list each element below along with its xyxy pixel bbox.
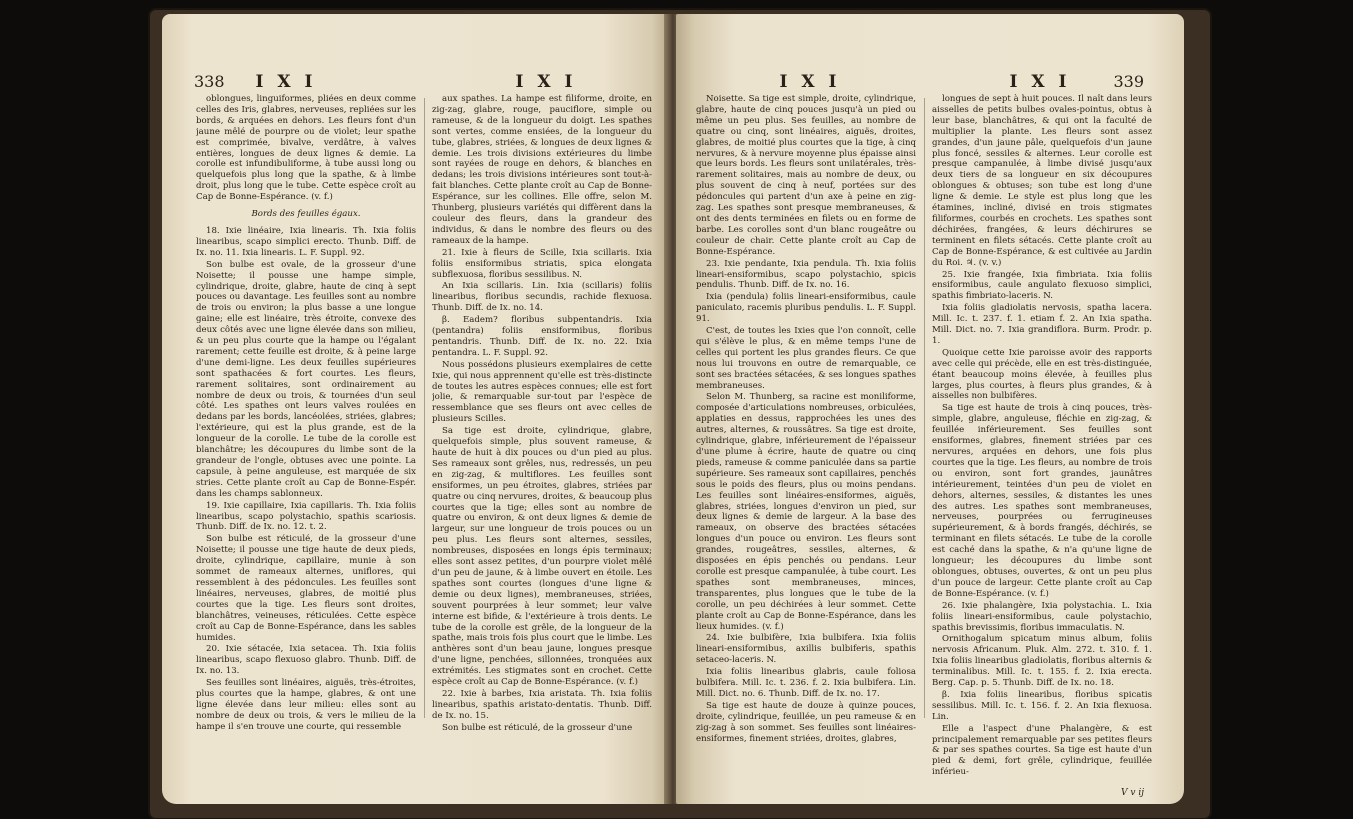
paragraph: 25. Ixie frangée, Ixia fimbriata. Ixia foliis ensiformibus, caule angulato flexuoso simplici, spathis fimbriato-laceris. N. [932, 269, 1152, 302]
paragraph: Sa tige est haute de trois à cinq pouces, très-simple, glabre, anguleuse, fléchie en zig-zag, & feuillée inférieurement. Ses feuilles sont ensiformes, glabres, finement striées par ces nervures, arquées en dehors, une fois plus courtes que la tige. Les fleurs, au nombre de trois ou environ, sont fort grandes, jaunâtres intérieurement, teintées d'un peu de violet en dehors, alternes, sessiles, & distantes les unes des autres. Les spathes sont membraneuses, nerveuses, pourprées ou ferrugineuses supérieurement, & à bords frangés, déchirés, se terminant en filets sétacés. Le tube de la corolle est caché dans la spathe, & n'a qu'une ligne de longueur; les découpures du limbe sont oblongues, obtuses, ouvertes, & ont un peu plus d'un pouce de largeur. Cette plante croît au Cap de Bonne-Espérance. (v. f.) [932, 403, 1152, 599]
paragraph: 23. Ixie pendante, Ixia pendula. Th. Ixia foliis lineari-ensiformibus, scapo polystachio, spicis pendulis. Thunb. Diff. de Ix. no. 16. [696, 258, 916, 291]
paragraph: 19. Ixie capillaire, Ixia capillaris. Th. Ixia foliis linearibus, scapo polystachio, spathis scariosis. Thunb. Diff. de Ix. no. 12. t. 2. [196, 500, 416, 533]
paragraph: longues de sept à huit pouces. Il naît dans leurs aisselles de petits bulbes ovales-pointus, obtus à leur base, blanchâtres, & qui ont la faculté de multiplier la plante. Les fleurs sont assez grandes, d'un jaune pâle, quelquefois d'un jaune plus foncé, sessiles & alternes. Leur corolle est presque campanulée, à limbe divisé jusqu'aux deux tiers de sa longueur en six découpures oblongues & obtuses; son tube est long d'une ligne & demie. Le style est plus long que les étamines, incliné, divisé en trois stigmates filiformes, courbés en crochets. Les spathes sont déchirées, frangées, & leurs déchirures se terminent en filets sétacés. Cette plante croît au Cap de Bonne-Espérance, & est cultivée au Jardin du Roi. ♃. (v. v.) [932, 94, 1152, 268]
paragraph: 21. Ixie à fleurs de Scille, Ixia scillaris. Ixia foliis ensiformibus striatis, spica elongata subflexuosa, floribus sessilibus. N. [432, 247, 652, 280]
left-page [162, 14, 670, 804]
left-column-2 [432, 94, 652, 794]
paragraph: 18. Ixie linéaire, Ixia linearis. Th. Ixia foliis linearibus, scapo simplici erecto. Thunb. Diff. de Ix. no. 11. Ixia linearis. L. F. Suppl. 92. [196, 225, 416, 258]
paragraph: Ixia (pendula) foliis lineari-ensiformibus, caule paniculato, racemis pluribus pendulis. L. F. Suppl. 91. [696, 292, 916, 325]
paragraph: β. Eadem? floribus subpentandris. Ixia (pentandra) foliis ensiformibus, floribus pentandris. Thunb. Diff. de Ix. no. 22. Ixia pentandra. L. F. Suppl. 92. [432, 315, 652, 358]
left-head-title-a: I X I [255, 72, 317, 92]
paragraph: 26. Ixie phalangère, Ixia polystachia. L. Ixia foliis lineari-ensiformibus, caule polystachio, spathis brevissimis, floribus immaculatis. N. [932, 600, 1152, 633]
right-head-title-b: I X I [1009, 72, 1071, 92]
paragraph: Quoique cette Ixie paroisse avoir des rapports avec celle qui précède, elle en est très-distinguée, étant beaucoup moins élevée, à feuilles plus larges, plus courtes, à fleurs plus grandes, & à aisselles non bulbifères. [932, 347, 1152, 402]
left-page-number: 338 [194, 72, 225, 91]
right-column-1 [696, 94, 916, 794]
paragraph: Ses feuilles sont linéaires, aiguës, très-étroites, plus courtes que la hampe, glabres, & ont une ligne élevée dans leur milieu: elles sont au nombre de deux ou trois, & vers le milieu de la hampe il s'en trouve une courte, qui ressemble [196, 678, 416, 732]
paragraph: 24. Ixie bulbifère, Ixia bulbifera. Ixia foliis lineari-ensiformibus, axillis bulbiferis, spathis setaceo-laceris. N. [696, 633, 916, 666]
paragraph: aux spathes. La hampe est filiforme, droite, en zig-zag, glabre, rouge, pauciflore, simple ou rameuse, & de la longueur du doigt. Les spathes sont vertes, comme ensiées, de la longueur du tube, glabres, striées, & longues de deux lignes & demie. Les trois divisions extérieures du limbe sont rayées de rouge en dehors, & blanches en dedans; les trois divisions intérieures sont tout-à-fait blanches. Cette plante croît au Cap de Bonne-Espérance, sur les collines. Elle offre, selon M. Thunberg, plusieurs variétés qui diffèrent dans la couleur des fleurs, dans la grandeur des individus, & dans le nombre des fleurs ou des rameaux de la hampe. [432, 94, 652, 246]
column-rule [424, 98, 425, 718]
paragraph: Sa tige est haute de douze à quinze pouces, droite, cylindrique, feuillée, un peu rameuse & en zig-zag à son sommet. Ses feuilles sont linéaires-ensiformes, finement striées, droites, glabres, [696, 700, 916, 744]
paragraph: Ornithogalum spicatum minus album, foliis nervosis Africanum. Pluk. Alm. 272. t. 310. f. 1. Ixia foliis linearibus gladiolatis, floribus alternis & terminalibus. Mill. Ic. t. 155. f. 2. Ixia erecta. Berg. Cap. p. 5. Thunb. Diff. de Ix. no. 18. [932, 634, 1152, 689]
paragraph: 22. Ixie à barbes, Ixia aristata. Th. Ixia foliis linearibus, spathis aristato-dentatis. Thunb. Diff. de Ix. no. 15. [432, 688, 652, 721]
paragraph: Noisette. Sa tige est simple, droite, cylindrique, glabre, haute de cinq pouces jusqu'à un pied ou même un peu plus. Ses feuilles, au nombre de quatre ou cinq, sont linéaires, aiguës, droites, glabres, de moitié plus courtes que la tige, à cinq nervures, & à nervure moyenne plus épaisse ainsi que leurs bords. Les fleurs sont unilatérales, très-rarement solitaires, mais au nombre de deux, ou plus souvent de cinq à neuf, portées sur des pédoncules qui partent d'un axe à peine en zig-zag. Les spathes sont presque membraneuses, & ont des dents terminées en filets ou en forme de barbe. Les corolles sont d'un blanc rougeâtre ou couleur de chair. Cette plante croît au Cap de Bonne-Espérance. [696, 94, 916, 257]
signature-mark: V v ij [1121, 788, 1144, 798]
paragraph: Elle a l'aspect d'une Phalangère, & est principalement remarquable par ses petites fleurs & par ses spathes courtes. Sa tige est haute d'un pied & demi, fort grêle, cylindrique, feuillée inférieu- [932, 723, 1152, 778]
left-running-head [162, 72, 670, 96]
left-column-1 [196, 94, 416, 794]
left-head-title-b: I X I [515, 72, 577, 92]
right-head-title-a: I X I [779, 72, 841, 92]
paragraph: Nous possédons plusieurs exemplaires de cette Ixie, qui nous apprennent qu'elle est très-distincte de toutes les autres espèces connues; elle est fort jolie, & remarquable sur-tout par l'espèce de ressemblance que ses fleurs ont avec celles de plusieurs Scilles. [432, 359, 652, 425]
paragraph: Sa tige est droite, cylindrique, glabre, quelquefois simple, plus souvent rameuse, & haute de huit à dix pouces ou d'un pied au plus. Ses rameaux sont grêles, nus, redressés, un peu en zig-zag, & multiflores. Les feuilles sont ensiformes, un peu étroites, glabres, striées par quatre ou cinq nervures, droites, & beaucoup plus courtes que la tige; elles sont au nombre de quatre ou environ, & ont deux lignes & demie de largeur, sur une longueur de trois pouces ou un peu plus. Les fleurs sont alternes, sessiles, nombreuses, disposées en longs épis terminaux; elles sont assez petites, d'un pourpre violet mêlé d'un peu de jaune, & à limbe ouvert en étoile. Les spathes sont courtes (longues d'une ligne & demie ou deux lignes), membraneuses, striées, souvent pourprées à leur sommet; leur valve interne est bifide, & l'extérieure à trois dents. Le tube de la corolle est grêle, de la longueur de la spathe, mais trois fois plus court que le limbe. Les anthères sont d'un beau jaune, longues presque d'une ligne, penchées, sillonnées, tronquées aux extrémités. Les stigmates sont en crochet. Cette espèce croît au Cap de Bonne-Espérance. (v. f.) [432, 426, 652, 688]
paragraph: β. Ixia foliis linearibus, floribus spicatis sessilibus. Mill. Ic. t. 156. f. 2. An Ixia flexuosa. Lin. [932, 689, 1152, 722]
right-page [676, 14, 1184, 804]
paragraph: oblongues, linguiformes, pliées en deux comme celles des Iris, glabres, nerveuses, repliées sur les bords, & arquées en dehors. Les fleurs font d'un jaune mêlé de pourpre ou de violet; leur spathe est comprimée, bivalve, verdâtre, à valves entières, longues de deux lignes & demie. La corolle est infundibuliforme, à tube aussi long ou quelquefois plus long que la spathe, & à limbe droit, plus long que le tube. Cette espèce croît au Cap de Bonne-Espérance. (v. f.) [196, 94, 416, 203]
paragraph: C'est, de toutes les Ixies que l'on connoît, celle qui s'élève le plus, & en même temps l'une de celles qui portent les plus grandes fleurs. Ce que nous lui trouvons en outre de remarquable, ce sont ses bractées sétacées, & ses longues spathes membraneuses. [696, 326, 916, 391]
paragraph: Selon M. Thunberg, sa racine est moniliforme, composée d'articulations nombreuses, orbiculées, applaties en dessus, rapprochées les unes des autres, alternes, & roussâtres. Sa tige est droite, cylindrique, glabre, inférieurement de l'épaisseur d'une plume à écrire, haute de quatre ou cinq pieds, rameuse & comme paniculée dans sa partie supérieure. Ses rameaux sont capillaires, penchés sous le poids des fleurs, plus ou moins pendans. Les feuilles sont linéaires-ensiformes, aiguës, glabres, striées, longues d'environ un pied, sur deux lignes & demie de largeur. A la base des rameaux, on observe des bractées sétacées longues d'un pouce ou environ. Les fleurs sont grandes, rougeâtres, sessiles, alternes, & disposées en épis penchés ou pendans. Leur corolle est presque campanulée, à tube court. Les spathes sont membraneuses, minces, transparentes, plus longues que le tube de la corolle, un peu déchirées à leur sommet. Cette plante croît au Cap de Bonne-Espérance, dans les lieux humides. (v. f.) [696, 392, 916, 632]
paragraph: An Ixia scillaris. Lin. Ixia (scillaris) foliis linearibus, floribus secundis, rachide flexuosa. Thunb. Diff. de Ix. no. 14. [432, 281, 652, 314]
column-rule [924, 98, 925, 718]
paragraph: Son bulbe est réticulé, de la grosseur d'une [442, 722, 633, 733]
paragraph: Ixia foliis linearibus glabris, caule foliosa bulbifera. Mill. Ic. t. 236. f. 2. Ixia bulbifera. Lin. Mill. Dict. no. 6. Thunb. Diff. de Ix. no. 17. [696, 667, 916, 699]
right-running-head [676, 72, 1184, 96]
paragraph: Son bulbe est réticulé, de la grosseur d'une Noisette; il pousse une tige haute de deux pieds, droite, cylindrique, capillaire, munie à son sommet de rameaux alternes, uniflores, qui ressemblent à des pédoncules. Les feuilles sont linéaires, nerveuses, glabres, de moitié plus courtes que la tige. Les fleurs sont droites, blanchâtres, veineuses, réticulées. Cette espèce croît au Cap de Bonne-Espérance, dans les sables humides. [196, 534, 416, 643]
paragraph: Son bulbe est ovale, de la grosseur d'une Noisette; il pousse une hampe simple, cylindrique, droite, glabre, haute de cinq à sept pouces ou davantage. Les feuilles sont au nombre de trois ou environ; la plus basse a une longue gaine; elle est linéaire, très étroite, convexe des deux côtés avec une ligne élevée dans son milieu, & un peu plus courte que la hampe ou l'égalant rarement; cette feuille est droite, & à peine large d'une demi-ligne. Les deux feuilles supérieures sont spathacées & fort courtes. Les fleurs, rarement solitaires, sont ordinairement au nombre de deux ou trois, & tournées d'un seul côté. Les spathes ont leurs valves roulées en dedans par les bords, lancéolées, striées, glabres; l'extérieure, qui est la plus grande, est de la longueur de la corolle. Le tube de la corolle est blanchâtre; les découpures du limbe sont de la grandeur de l'ongle, obtuses avec une pointe. La capsule, à peine anguleuse, est marquée de six stries. Cette plante croît au Cap de Bonne-Espér. dans les champs sablonneux. [196, 259, 416, 499]
right-column-2 [932, 94, 1152, 794]
section-heading: Bords des feuilles égaux. [251, 209, 361, 220]
paragraph: Ixia foliis gladiolatis nervosis, spatha lacera. Mill. Ic. t. 237. f. 1. etiam f. 2. An Ixia spatha. Mill. Dict. no. 7. Ixia grandiflora. Burm. Prodr. p. 1. [932, 303, 1152, 346]
paragraph: 20. Ixie sétacée, Ixia setacea. Th. Ixia foliis linearibus, scapo flexuoso glabro. Thunb. Diff. de Ix. no. 13. [196, 644, 416, 677]
right-page-number: 339 [1113, 72, 1144, 91]
